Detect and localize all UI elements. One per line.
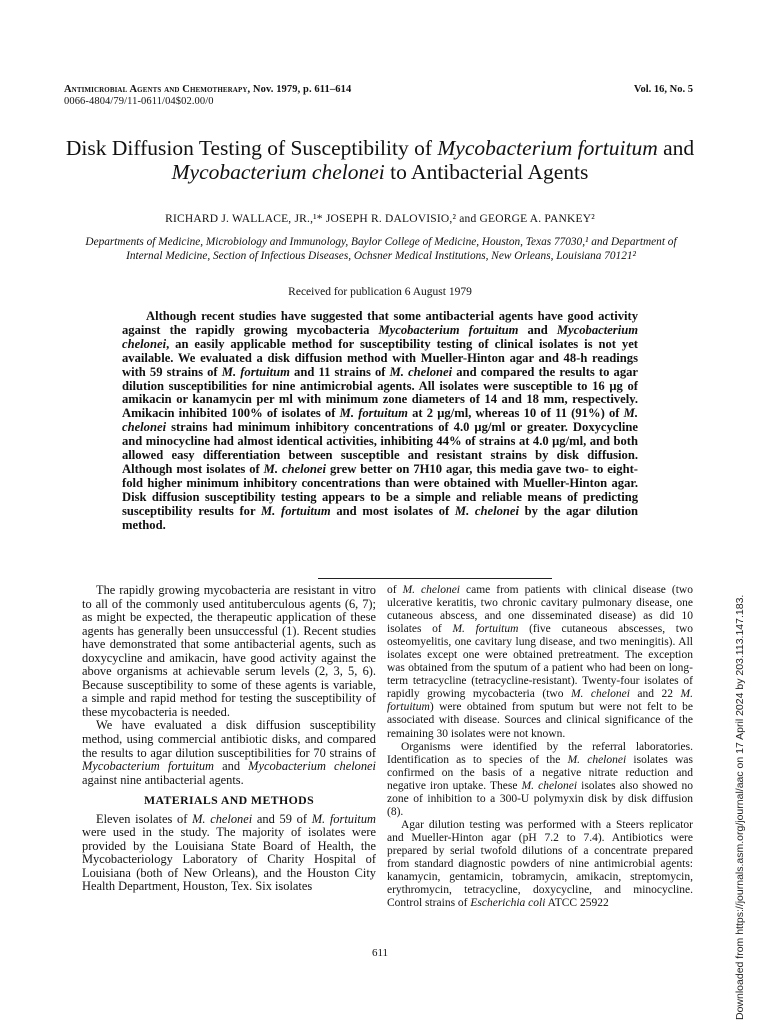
species-name: M. chelonei [402,584,461,596]
body-text: were used in the study. The majority of isolates were provided by the Louisiana State Board of Health, the Mycobacteriology Laboratory of Charity Hospital of Louisiana (both of New Orleans), and the Houston City Health Department, Houston, Tex. Six isolates [82,825,376,894]
methods-paragraph-3 [387,741,693,819]
abstract-divider [318,578,552,579]
abstract-text: strains had minimum inhibitory concentrations of 4.0 μg/ml or greater. Doxycycline and minocycline had almost identical activities, inhibiting 44% of strains at 4.0 μg/ml, and both allowed easy differentiation between susceptible and resistant strains by disk diffusion. Although most isolates of [122,420,638,476]
body-text: ) were obtained from sputum but were not felt to be associated with disease. Sources and clinical significance of the remaining 30 isolates were not known. [387,701,693,740]
right-column [387,584,693,910]
title-text: to Antibacterial Agents [384,160,589,184]
journal-name: Antimicrobial Agents and Chemotherapy [64,84,248,95]
abstract-species: M. chelonei [263,461,327,476]
affiliations: Departments of Medicine, Microbiology and Immunology, Baylor College of Medicine, Houston, Texas 77030,¹ and Department of Internal Medicine, Section of Infectious Diseases, Ochsner Medical Institutions, New Orleans, Louisiana 70121² [85,236,677,262]
species-name: Mycobacterium chelonei [248,759,377,774]
methods-paragraph-2 [387,584,693,741]
body-text: of [387,584,403,596]
abstract-text: by the agar dilution method. [122,503,638,532]
title-species-2: Mycobacterium chelonei [171,160,385,184]
body-text: We have evaluated a disk diffusion susceptibility method, using commercial antibiotic disks, and compared the results to agar dilution susceptibilities for 70 strains of [82,718,376,760]
body-text: isolates was confirmed on the basis of a negative nitrate reduction and negative iron uptake. These [387,753,693,792]
species-name: M. chelonei [567,753,627,766]
abstract [122,310,638,533]
species-name: M. chelonei [192,811,253,826]
abstract-species: M. fortuitum [221,364,290,379]
species-name: M. chelonei [521,779,578,792]
body-text: and 22 [629,688,681,701]
body-text: (five cutaneous abscesses, two osteomyelitis, one cavitary lung disease, and two meningitis). All isolates except one were obtained pretreatment. The exception was obtained from the sputum of a patient who had been on long-term tetracycline (tetracycline-resistant). Twenty-four isolates of rapidly growing mycobacteria (two [387,623,693,701]
abstract-text: and compared the results to agar dilution susceptibilities for nine antimicrobial agents. All isolates were susceptible to 16 μg of amikacin or kanamycin per ml with minimum zone diameters of 14 and 18 mm, respectively. Amikacin inhibited 100% of isolates of [122,364,639,421]
intro-paragraph-1: The rapidly growing mycobacteria are resistant in vitro to all of the commonly used antituberculous agents (6, 7); as might be expected, the therapeutic application of these agents has generally been unsuccessful (1). Recent studies have demonstrated that some antibacterial agents, such as doxycycline and amikacin, have good activity against the above organisms at achievable serum levels (2, 3, 5, 6). Because susceptibility to some of these agents is variable, a simple and rapid method for testing the susceptibility of these mycobacteria is needed. [82,583,376,719]
intro-paragraph-2 [82,719,376,787]
title-text: and [657,136,695,160]
abstract-text: , an easily applicable method for susceptibility testing of clinical isolates is not yet available. We evaluated a disk diffusion method with Mueller-Hinton agar and 48-h readings with 59 strains of [122,336,638,379]
species-name: Escherichia coli [470,897,546,910]
methods-paragraph-4 [387,819,693,910]
abstract-species: M. chelonei [389,364,453,379]
running-header [64,84,351,108]
abstract-species: M. fortuitum [260,503,331,518]
body-text: ATCC 25922 [545,897,609,910]
section-heading: MATERIALS AND METHODS [143,793,315,808]
abstract-species: Mycobacterium fortuitum [378,322,519,337]
abstract-species: M. fortuitum [339,406,408,421]
citation: , Nov. 1979, p. 611–614 [247,84,352,95]
abstract-species: M. chelonei [454,503,519,518]
body-text: and [214,759,249,774]
body-text: Organisms were identified by the referral laboratories. Identification as to species of the [387,740,693,766]
abstract-text: and most isolates of [330,503,455,518]
abstract-species: M. chelonei [122,406,639,435]
received-date: Received for publication 6 August 1979 [288,286,472,298]
body-text: Eleven isolates of [96,811,193,826]
abstract-text: Although recent studies have suggested that some antibacterial agents have good activity against the rapidly growing mycobacteria [122,309,638,337]
species-name: Mycobacterium fortuitum [82,759,215,774]
author-list: RICHARD J. WALLACE, JR.,¹* JOSEPH R. DALOVISIO,² and GEORGE A. PANKEY² [165,213,595,225]
abstract-text: and [518,322,557,337]
body-text: Agar dilution testing was performed with a Steers replicator and Mueller-Hinton agar (pH 7.2 to 7.4). Antibiotics were prepared by serial twofold dilutions of a concentrate prepared from standard diagnostic powders of nine antimicrobial agents: kanamycin, gentamicin, tobramycin, amikacin, streptomycin, erythromycin, tetracycline, doxycycline, and minocycline. Control strains of [387,818,693,910]
methods-paragraph-1 [82,813,376,894]
page-number: 611 [371,947,389,959]
body-text: isolates also showed no zone of inhibition to a 300-U polymyxin disk by disk diffusion (8). [387,779,693,818]
download-watermark: Downloaded from https://journals.asm.org/journal/aac on 17 April 2024 by 203.113.147.183. [734,594,746,1020]
abstract-text: at 2 μg/ml, whereas 10 of 11 (91%) of [407,406,624,421]
species-name: M. fortuitum [387,688,693,714]
left-column [82,584,376,894]
abstract-text: and 11 strains of [289,364,390,379]
body-text: came from patients with clinical disease (two ulcerative keratitis, two chronic cavitary pulmonary disease, one cutaneous abscess, and one disseminated disease) as did 10 isolates of [387,584,693,636]
title-text: Disk Diffusion Testing of Susceptibility of [65,136,438,160]
body-text: against nine antibacterial agents. [82,772,244,787]
volume-issue: Vol. 16, No. 5 [633,84,693,95]
body-text: and 59 of [252,811,312,826]
abstract-species: Mycobacterium chelonei [122,322,638,351]
article-code: 0066-4804/79/11-0611/04$02.00/0 [64,96,214,107]
species-name: M. chelonei [570,688,630,701]
article-title [64,136,696,184]
species-name: M. fortuitum [311,811,376,826]
title-species-1: Mycobacterium fortuitum [437,136,658,160]
species-name: M. fortuitum [452,623,519,636]
abstract-text: grew better on 7H10 agar, this media gave two- to eight-fold higher minimum inhibitory concentrations than were obtained with Mueller-Hinton agar. Disk diffusion susceptibility testing appears to be a simple and reliable means of predicting susceptibility results for [122,461,638,518]
